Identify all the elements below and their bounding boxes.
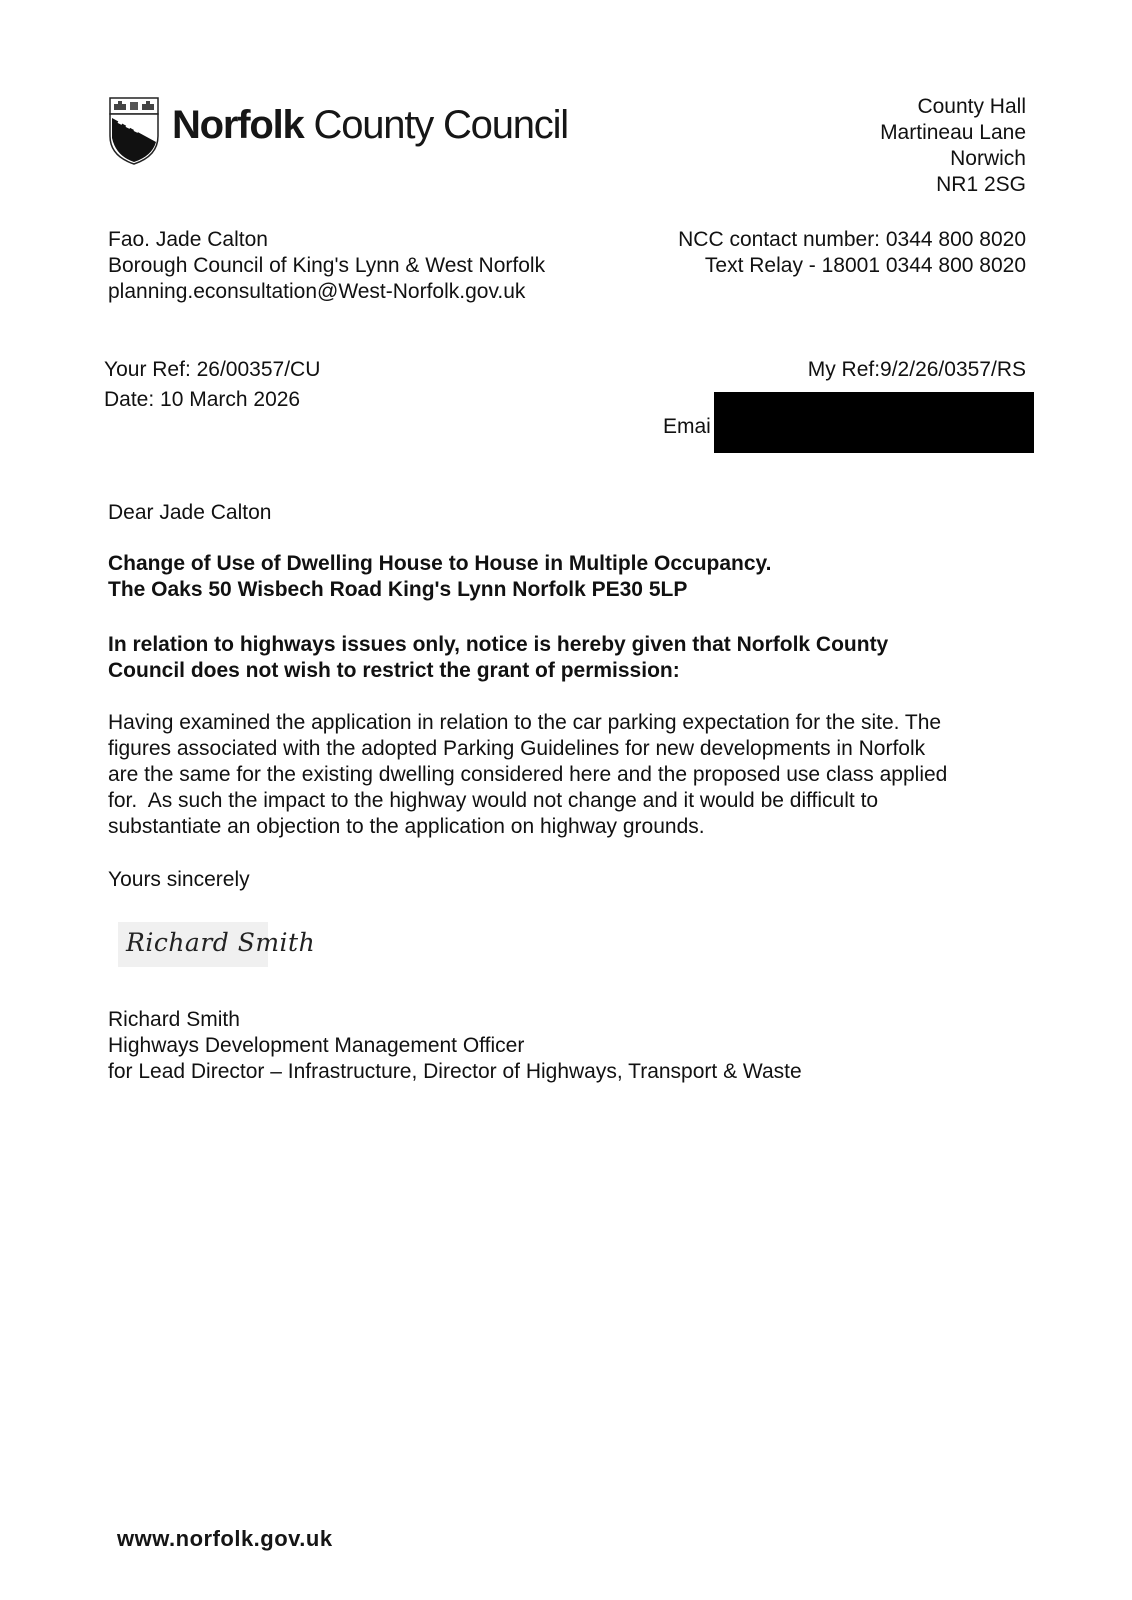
footer-website: www.norfolk.gov.uk [117, 1526, 333, 1551]
address-line: Norwich [950, 147, 1026, 170]
subject-line: The Oaks 50 Wisbech Road King's Lynn Norfolk PE30 5LP [108, 578, 688, 601]
closing: Yours sincerely [108, 868, 250, 891]
signature: Richard Smith [126, 928, 316, 957]
norfolk-shield-icon [108, 96, 160, 166]
signatory-department: for Lead Director – Infrastructure, Director of Highways, Transport & Waste [108, 1060, 802, 1083]
logo-rest: County Council [303, 103, 568, 147]
signatory-block [108, 1007, 802, 1085]
recipient-organisation: Borough Council of King's Lynn & West Norfolk [108, 254, 546, 277]
subject-line: Change of Use of Dwelling House to House in Multiple Occupancy. [108, 552, 772, 575]
letter-date: Date: 10 March 2026 [104, 388, 301, 411]
subject-heading [108, 551, 772, 603]
redaction-box [714, 392, 1034, 453]
sender-address [880, 94, 1026, 198]
notice-line: Council does not wish to restrict the grant of permission: [108, 659, 680, 682]
notice-line: In relation to highways issues only, notice is hereby given that Norfolk County [108, 633, 889, 656]
address-line: County Hall [917, 95, 1026, 118]
body-line: substantiate an objection to the application on highway grounds. [108, 815, 705, 838]
body-line: Having examined the application in relation to the car parking expectation for the site. The [108, 711, 942, 734]
logo-strong: Norfolk [172, 103, 304, 147]
logo-wordmark [172, 100, 568, 150]
recipient-block [108, 227, 545, 305]
my-ref: My Ref:9/2/26/0357/RS [807, 358, 1026, 381]
signatory-title: Highways Development Management Officer [108, 1034, 525, 1057]
notice-statement [108, 632, 888, 684]
body-paragraph [108, 710, 1038, 840]
salutation: Dear Jade Calton [108, 501, 272, 524]
email-label: Emai [663, 415, 711, 438]
recipient-name: Fao. Jade Calton [108, 228, 268, 251]
recipient-email: planning.econsultation@West-Norfolk.gov.uk [108, 280, 526, 303]
text-relay-number: Text Relay - 18001 0344 800 8020 [704, 254, 1026, 277]
address-line: NR1 2SG [936, 173, 1026, 196]
body-line: figures associated with the adopted Parking Guidelines for new developments in Norfolk [108, 737, 926, 760]
contact-block [678, 227, 1026, 279]
your-ref: Your Ref: 26/00357/CU [104, 358, 321, 381]
signatory-name: Richard Smith [108, 1008, 240, 1031]
contact-number: NCC contact number: 0344 800 8020 [678, 228, 1026, 251]
body-line: for. As such the impact to the highway would not change and it would be difficult to [108, 789, 879, 812]
address-line: Martineau Lane [880, 121, 1026, 144]
body-line: are the same for the existing dwelling considered here and the proposed use class applied [108, 763, 948, 786]
